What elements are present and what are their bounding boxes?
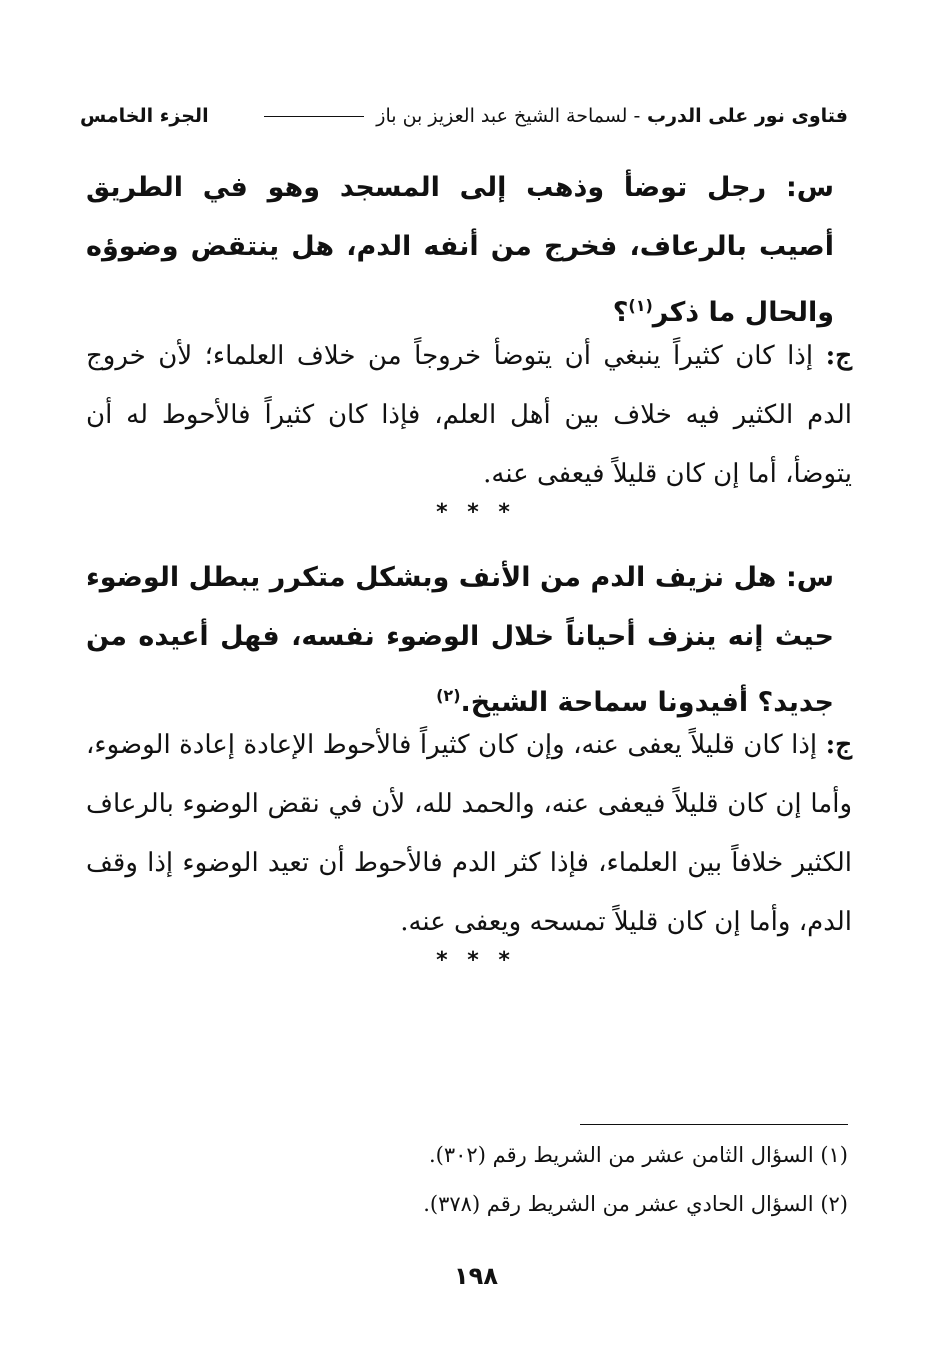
footnote-1: (١) السؤال الثامن عشر من الشريط رقم (٣٠٢). bbox=[429, 1143, 848, 1167]
answer-1-text: إذا كان كثيراً ينبغي أن يتوضأ خروجاً من خلاف العلماء؛ لأن خروج الدم الكثير فيه خلاف بين أهل العلم، فإذا كان كثيراً فالأحوط له أن يتوضأ، أما إن كان قليلاً فيعفى عنه. bbox=[86, 341, 852, 489]
section-separator: * * * bbox=[436, 500, 516, 525]
question-1-text: رجل توضأ وذهب إلى المسجد وهو في الطريق أصيب بالرعاف، فخرج من أنفه الدم، هل ينتقض وضوؤه والحال ما ذكر bbox=[86, 172, 834, 328]
answer-2-prefix: ج: bbox=[825, 730, 852, 760]
book-title: فتاوى نور على الدرب bbox=[647, 105, 848, 127]
running-header-title-group bbox=[258, 96, 848, 136]
answer-1-prefix: ج: bbox=[825, 341, 852, 371]
question-2 bbox=[86, 548, 834, 732]
page-number: ١٩٨ bbox=[454, 1262, 498, 1290]
running-header bbox=[80, 96, 848, 136]
question-1 bbox=[86, 158, 834, 342]
question-2-footnote-ref: (٢) bbox=[436, 686, 461, 705]
section-separator-2: * * * bbox=[436, 948, 516, 973]
answer-1 bbox=[86, 327, 852, 504]
footnote-2: (٢) السؤال الحادي عشر من الشريط رقم (٣٧٨). bbox=[423, 1192, 848, 1216]
question-1-end: ؟ bbox=[612, 297, 629, 328]
question-2-prefix: س: bbox=[785, 562, 834, 593]
question-1-footnote-ref: (١) bbox=[628, 296, 653, 315]
question-1-prefix: س: bbox=[785, 172, 834, 203]
question-2-text: هل نزيف الدم من الأنف وبشكل متكرر يبطل الوضوء حيث إنه ينزف أحياناً خلال الوضوء نفسه، فهل أعيده من جديد؟ أفيدونا سماحة الشيخ. bbox=[86, 562, 834, 718]
answer-2-text: إذا كان قليلاً يعفى عنه، وإن كان كثيراً فالأحوط الإعادة إعادة الوضوء، وأما إن كان قليلاً فيعفى عنه، والحمد لله، لأن في نقض الوضوء بالرعاف الكثير خلافاً بين العلماء، فإذا كثر الدم فالأحوط أن تعيد الوضوء إذا وقف الدم، وأما إن كان قليلاً تمسحه ويعفى عنه. bbox=[86, 730, 852, 937]
author-name: - لسماحة الشيخ عبد العزيز بن باز bbox=[376, 105, 641, 127]
footnote-rule bbox=[580, 1124, 848, 1125]
answer-2 bbox=[86, 716, 852, 952]
volume-label: الجزء الخامس bbox=[80, 105, 209, 127]
header-rule bbox=[264, 116, 364, 117]
